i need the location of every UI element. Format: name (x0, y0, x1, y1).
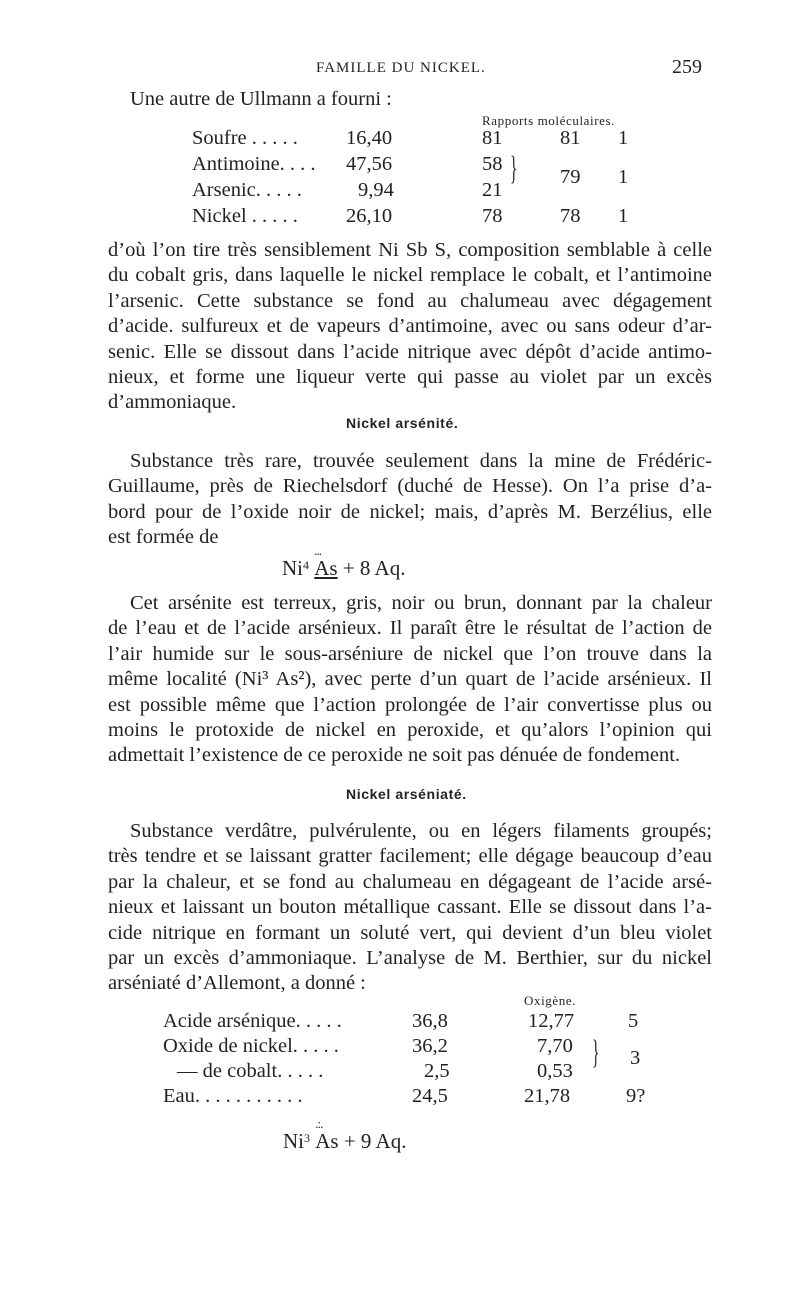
compound-value: 24,5 (412, 1085, 448, 1107)
text-line: cide nitrique en formant un soluté vert, qui devient d’un bleu violet (108, 921, 712, 944)
element-value: 9,94 (358, 179, 394, 201)
element-value: 47,56 (346, 153, 393, 175)
text-line: par la chaleur, et se fond au chalumeau en dégageant de l’acide arsé- (108, 870, 712, 893)
oxygen-value: 12,77 (528, 1010, 575, 1032)
compound-value: 36,2 (412, 1035, 448, 1057)
ratio-cell: 21 (482, 179, 503, 201)
compound-name: — de cobalt. . . . . (177, 1060, 324, 1082)
text-line: d’ammoniaque. (108, 391, 237, 414)
formula (283, 1129, 406, 1154)
intro-line: Une autre de Ullmann a fourni : (130, 88, 392, 110)
oxygen-value: 7,70 (537, 1035, 573, 1057)
section-title: Nickel arsénité. (346, 415, 459, 431)
oxygen-value: 21,78 (524, 1085, 571, 1107)
text-line: nieux, et forme une liqueur verte qui passe au violet par un excès (108, 365, 712, 388)
compound-name: Eau. . . . . . . . . . . (163, 1085, 303, 1107)
ratio-cell: 78 (482, 205, 503, 227)
compound-name: Oxide de nickel. . . . . (163, 1035, 339, 1057)
running-head: FAMILLE DU NICKEL. (316, 60, 486, 76)
text-line: l’arsenic. Cette substance se fond au chalumeau avec dégagement (108, 289, 712, 312)
paragraph (108, 238, 712, 416)
paragraph (108, 449, 712, 551)
oxygen-value: 0,53 (537, 1060, 573, 1082)
ratio-cell: 1 (618, 166, 629, 188)
element-value: 26,10 (346, 205, 393, 227)
table-caption: Rapports moléculaires. (482, 113, 616, 128)
text-line: senic. Elle se dissout dans l’acide nitrique avec dépôt d’acide antimo- (108, 340, 712, 363)
ratio-cell: 81 (560, 127, 581, 149)
text-line: d’acide. sulfureux et de vapeurs d’antimoine, avec ou sans odeur d’ar- (108, 315, 712, 338)
ratio-cell: 58 (482, 153, 503, 175)
text-line: nieux et laissant un bouton métallique cassant. Elle se dissout dans l’a- (108, 896, 712, 919)
element-name: Nickel . . . . . (192, 205, 298, 227)
element-value: 16,40 (346, 127, 393, 149)
text-line: admettait l’existence de ce peroxide ne soit pas dénuée de fondement. (108, 744, 681, 767)
text-line: l’air humide sur le sous-arséniure de nickel que l’on trouve dans la (108, 642, 712, 665)
formula-base: Ni (283, 1129, 304, 1153)
text-line: est formée de (108, 526, 219, 549)
element-name: Soufre . . . . . (192, 127, 298, 149)
ratio-cell: 1 (618, 127, 629, 149)
ratio-cell: 9? (626, 1085, 646, 1107)
paragraph (108, 591, 712, 769)
compound-name: Acide arsénique. . . . . (163, 1010, 342, 1032)
formula-base: Ni (282, 556, 303, 580)
text-line: de l’eau et de l’acide arsénieux. Il paraît être le résultat de l’action de (108, 617, 712, 640)
section-title: Nickel arséniaté. (346, 786, 467, 802)
page-number: 259 (672, 56, 702, 78)
text-line: par un excès d’ammoniaque. L’analyse de M. Berthier, sur du nickel (108, 946, 712, 969)
brace-icon: } (510, 150, 518, 187)
formula-sup: 4 (303, 558, 309, 572)
text-line: d’où l’on tire très sensiblement Ni Sb S, composition semblable à celle (108, 239, 712, 261)
table-caption: Oxigène. (524, 993, 577, 1008)
text-line: Guillaume, près de Riechelsdorf (duché de Hesse). On l’a prise d’a- (108, 475, 712, 498)
ratio-cell: 81 (482, 127, 503, 149)
text-line: est possible même que l’action prolongée de l’air convertisse plus ou (108, 693, 712, 716)
text-line: Substance verdâtre, pulvérulente, ou en légers filaments groupés; (130, 820, 712, 842)
ratio-cell: 1 (618, 205, 629, 227)
ratio-cell: 79 (560, 166, 581, 188)
formula-rest: + 9 Aq. (343, 1129, 407, 1153)
formula-acid: .:. As (315, 1129, 338, 1153)
formula-sup: 3 (304, 1131, 310, 1145)
text-line: Cet arsénite est terreux, gris, noir ou brun, donnant par la chaleur (130, 592, 712, 614)
text-line: Substance très rare, trouvée seulement dans la mine de Frédéric- (130, 450, 712, 472)
text-line: moins le protoxide de nickel en peroxide, et qu’alors l’opinion qui (108, 718, 712, 741)
element-name: Antimoine. . . . (192, 153, 316, 175)
ratio-cell: 3 (630, 1047, 641, 1069)
compound-value: 2,5 (424, 1060, 450, 1082)
formula-rest: + 8 Aq. (342, 556, 406, 580)
brace-icon: } (592, 1034, 600, 1071)
text-line: arséniaté d’Allemont, a donné : (108, 972, 366, 995)
element-name: Arsenic. . . . . (192, 179, 302, 201)
text-line: bord pour de l’oxide noir de nickel; mais, d’après M. Berzélius, elle (108, 500, 712, 523)
compound-value: 36,8 (412, 1010, 448, 1032)
formula-acid: ... As (314, 556, 337, 580)
ratio-cell: 5 (628, 1010, 639, 1032)
text-line: du cobalt gris, dans laquelle le nickel remplace le cobalt, et l’antimoine (108, 264, 712, 287)
paragraph (108, 819, 712, 997)
ratio-cell: 78 (560, 205, 581, 227)
text-line: même localité (Ni³ As²), avec perte d’un quart de l’acide arsénieux. Il (108, 668, 712, 691)
formula (282, 556, 405, 581)
text-line: très tendre et se laissant gratter facilement; elle dégage beaucoup d’eau (108, 845, 712, 868)
